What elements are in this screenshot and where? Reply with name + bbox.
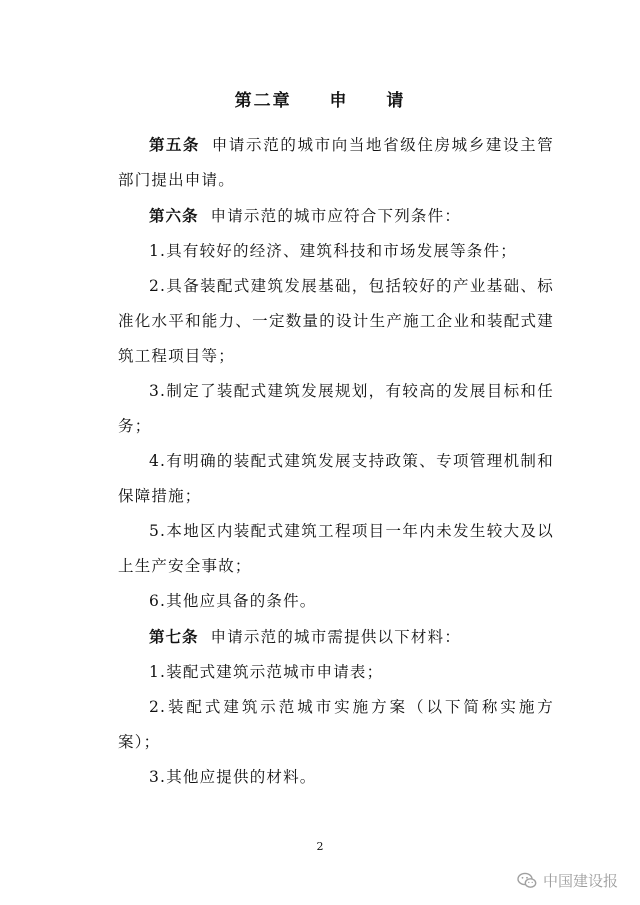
- article-text: 申请示范的城市应符合下列条件：: [210, 207, 462, 225]
- chapter-title-char-2: 请: [386, 91, 406, 111]
- wechat-icon: [517, 872, 537, 889]
- article-5: [118, 127, 554, 198]
- list-item: 5.本地区内装配式建筑工程项目一年内未发生较大及以上生产安全事故；: [118, 522, 554, 575]
- chapter-number: 第二章: [234, 91, 292, 111]
- chapter-title-char-1: 申: [329, 91, 349, 111]
- list-item: 2.装配式建筑示范城市实施方案（以下简称实施方案）；: [118, 698, 554, 751]
- article-text: 申请示范的城市需提供以下材料：: [210, 628, 462, 646]
- article-label: 第六条: [149, 206, 199, 225]
- article-label: 第五条: [149, 135, 200, 154]
- list-item: 3.制定了装配式建筑发展规划，有较高的发展目标和任务；: [118, 382, 554, 435]
- list-item: 6.其他应具备的条件。: [149, 592, 317, 610]
- chapter-heading: [0, 86, 640, 111]
- article-6: [118, 198, 554, 234]
- page-number: 2: [316, 840, 324, 853]
- list-item: 2.具备装配式建筑发展基础，包括较好的产业基础、标准化水平和能力、一定数量的设计生产施工企业和装配式建筑工程项目等；: [118, 277, 554, 365]
- list-item: 4.有明确的装配式建筑发展支持政策、专项管理机制和保障措施；: [118, 452, 554, 505]
- list-item: 1.装配式建筑示范城市申请表；: [149, 663, 384, 681]
- watermark: [517, 870, 618, 891]
- document-body: [118, 127, 554, 795]
- article-text: 申请示范的城市向当地省级住房城乡建设主管部门提出申请。: [118, 136, 554, 189]
- article-label: 第七条: [149, 627, 199, 646]
- watermark-text: 中国建设报: [542, 872, 618, 890]
- list-item: 3.其他应提供的材料。: [149, 768, 317, 786]
- article-7: [118, 619, 554, 655]
- list-item: 1.具有较好的经济、建筑科技和市场发展等条件；: [149, 242, 517, 260]
